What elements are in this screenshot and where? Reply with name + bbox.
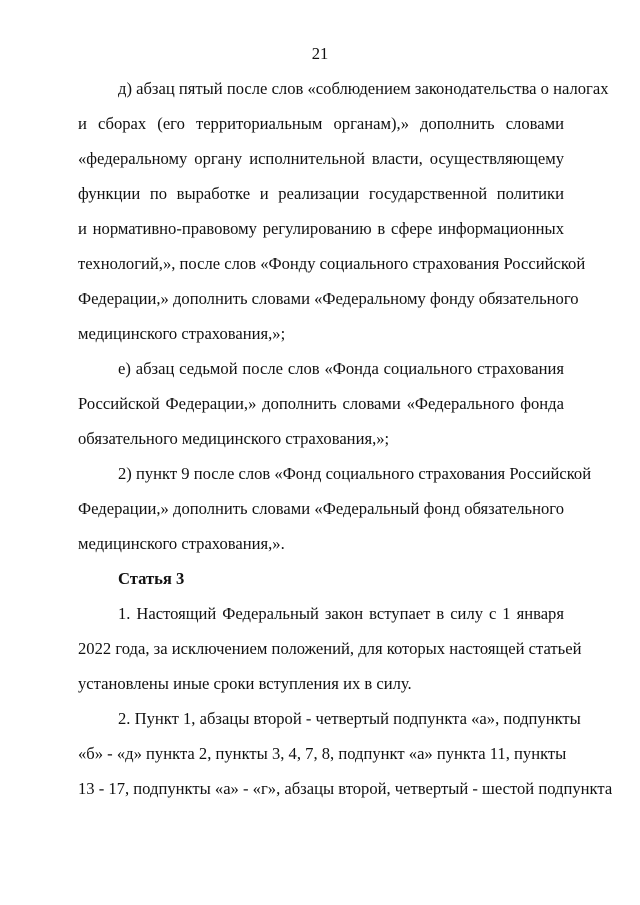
text-line: е) абзац седьмой после слов «Фонда социального страхования	[118, 359, 564, 378]
text-line: 13 - 17, подпункты «а» - «г», абзацы второй, четвертый - шестой подпункта	[78, 779, 613, 798]
article-heading: Статья 3	[118, 569, 185, 588]
text-line: 2022 года, за исключением положений, для которых настоящей статьей	[78, 639, 582, 658]
text-line: технологий,», после слов «Фонду социального страхования Российской	[78, 254, 586, 273]
text-line: «федеральному органу исполнительной власти, осуществляющему	[78, 149, 564, 168]
page-number: 21	[311, 44, 329, 63]
text-line: 2) пункт 9 после слов «Фонд социального страхования Российской	[118, 464, 592, 483]
text-line: 1. Настоящий Федеральный закон вступает в силу с 1 января	[118, 604, 564, 623]
text-line: Федерации,» дополнить словами «Федеральный фонд обязательного	[78, 499, 564, 518]
text-line: д) абзац пятый после слов «соблюдением законодательства о налогах	[118, 79, 609, 98]
text-line: «б» - «д» пункта 2, пункты 3, 4, 7, 8, подпункт «а» пункта 11, пункты	[78, 744, 567, 763]
text-line: установлены иные сроки вступления их в силу.	[78, 674, 412, 693]
text-line: медицинского страхования,».	[78, 534, 285, 553]
text-line: Российской Федерации,» дополнить словами «Федерального фонда	[78, 394, 564, 413]
text-line: 2. Пункт 1, абзацы второй - четвертый подпункта «а», подпункты	[118, 709, 581, 728]
text-line: Федерации,» дополнить словами «Федеральному фонду обязательного	[78, 289, 579, 308]
text-line: медицинского страхования,»;	[78, 324, 286, 343]
text-line: и нормативно-правовому регулированию в сфере информационных	[78, 219, 564, 238]
text-line: функции по выработке и реализации государственной политики	[78, 184, 564, 203]
text-line: и сборах (его территориальным органам),» дополнить словами	[78, 114, 564, 133]
text-line: обязательного медицинского страхования,»;	[78, 429, 390, 448]
